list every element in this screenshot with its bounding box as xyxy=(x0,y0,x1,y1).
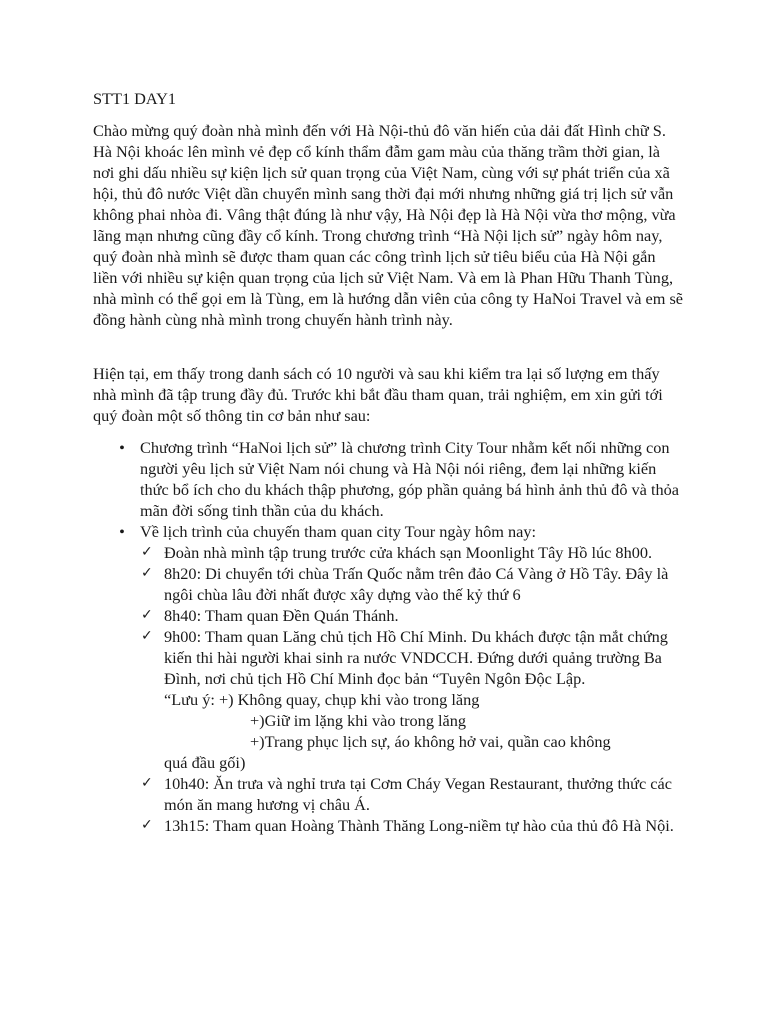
schedule-item xyxy=(140,773,683,815)
checkmark-icon: ✓ xyxy=(141,607,153,623)
document-title: STT1 DAY1 xyxy=(93,89,177,108)
document-page xyxy=(93,88,683,836)
checkmark-icon: ✓ xyxy=(141,565,153,581)
paragraph-spacer xyxy=(93,330,683,363)
info-bullet-list xyxy=(93,437,683,836)
schedule-text: 10h40: Ăn trưa và nghỉ trưa tại Cơm Cháy Vegan Restaurant, thưởng thức các món ăn mang hương vị châu Á. xyxy=(164,774,672,814)
bullet-item-schedule xyxy=(93,521,683,836)
bullet-text-program: Chương trình “HaNoi lịch sử” là chương trình City Tour nhằm kết nối những con người yêu lịch sử Việt Nam nói chung và Hà Nội nói riêng, đem lại những kiến thức bổ ích cho du khách thập phương, góp phần quảng bá hình ảnh thủ đô và thỏa mãn đời sống tinh thần của du khách. xyxy=(140,438,680,520)
schedule-text: 9h00: Tham quan Lăng chủ tịch Hồ Chí Minh. Du khách được tận mắt chứng kiến thi hài người khai sinh ra nước VNDCCH. Đứng dưới quảng trường Ba Đình, nơi chủ tịch Hồ Chí Minh đọc bản “Tuyên Ngôn Độc Lập. xyxy=(164,627,668,688)
bullet-item-program xyxy=(93,437,683,521)
checkmark-icon: ✓ xyxy=(141,817,153,833)
schedule-text: Đoàn nhà mình tập trung trước cửa khách sạn Moonlight Tây Hồ lúc 8h00. xyxy=(164,543,653,562)
bullet-icon: • xyxy=(119,438,125,457)
schedule-item xyxy=(140,626,683,773)
mausoleum-note-line: +)Giữ im lặng khi vào trong lăng xyxy=(250,711,467,730)
schedule-item xyxy=(140,563,683,605)
schedule-text: 8h20: Di chuyển tới chùa Trấn Quốc nằm trên đảo Cá Vàng ở Hồ Tây. Đây là ngôi chùa lâu đời nhất được xây dựng vào thế kỷ thứ 6 xyxy=(164,564,669,604)
schedule-item xyxy=(140,605,683,626)
bullet-text-schedule: Về lịch trình của chuyến tham quan city Tour ngày hôm nay: xyxy=(140,522,536,541)
mausoleum-note-line: “Lưu ý: +) Không quay, chụp khi vào trong lăng xyxy=(164,690,480,709)
mausoleum-note-line: quá đầu gối) xyxy=(164,753,246,772)
bullet-icon: • xyxy=(119,522,125,541)
intro-paragraph: Chào mừng quý đoàn nhà mình đến với Hà Nội-thủ đô văn hiến của dải đất Hình chữ S. Hà Nội khoác lên mình vẻ đẹp cổ kính thẩm đẫm gam màu của thăng trầm thời gian, là nơi ghi dấu nhiều sự kiện lịch sử quan trọng của Việt Nam, cùng với sự phát triển của xã hội, thủ đô nước Việt dần chuyển mình sang thời đại mới nhưng những giá trị lịch sử vẫn không phai nhòa đi. Vâng thật đúng là như vậy, Hà Nội đẹp là Hà Nội vừa thơ mộng, vừa lãng mạn nhưng cũng đầy cổ kính. Trong chương trình “Hà Nội lịch sử” ngày hôm nay, quý đoàn nhà mình sẽ được tham quan các công trình lịch sử tiêu biểu của Hà Nội gắn liền với nhiều sự kiện quan trọng của lịch sử Việt Nam. Và em là Phan Hữu Thanh Tùng, nhà mình có thể gọi em là Tùng, em là hướng dẫn viên của công ty HaNoi Travel và em sẽ đồng hành cùng nhà mình trong chuyến hành trình này. xyxy=(93,121,684,329)
checkmark-icon: ✓ xyxy=(141,628,153,644)
checkmark-icon: ✓ xyxy=(141,775,153,791)
schedule-item xyxy=(140,542,683,563)
schedule-checklist xyxy=(140,542,683,836)
mausoleum-note-line: +)Trang phục lịch sự, áo không hở vai, quần cao không xyxy=(250,732,611,751)
info-paragraph: Hiện tại, em thấy trong danh sách có 10 người và sau khi kiểm tra lại số lượng em thấy nhà mình đã tập trung đầy đủ. Trước khi bắt đầu tham quan, trải nghiệm, em xin gửi tới quý đoàn một số thông tin cơ bản như sau: xyxy=(93,364,663,425)
checkmark-icon: ✓ xyxy=(141,544,153,560)
schedule-text: 8h40: Tham quan Đền Quán Thánh. xyxy=(164,606,399,625)
schedule-text: 13h15: Tham quan Hoàng Thành Thăng Long-niềm tự hào của thủ đô Hà Nội. xyxy=(164,816,674,835)
schedule-item xyxy=(140,815,683,836)
